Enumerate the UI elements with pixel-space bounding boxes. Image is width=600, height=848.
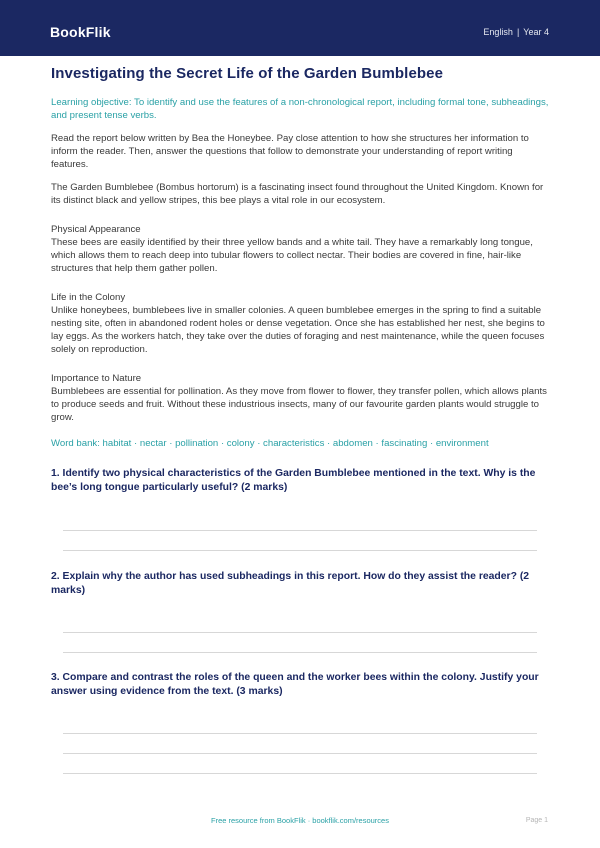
answer-line[interactable]: [63, 550, 537, 551]
header-separator: |: [516, 27, 520, 37]
subject-label: English: [483, 27, 513, 37]
answer-line[interactable]: [63, 773, 537, 774]
answer-line[interactable]: [63, 652, 537, 653]
answer-line[interactable]: [63, 632, 537, 633]
page-title: Investigating the Secret Life of the Garden Bumblebee: [51, 65, 444, 82]
question-3: 3. Compare and contrast the roles of the queen and the worker bees within the colony. Justify your answer using evidence from the text. (3 marks): [51, 672, 539, 697]
report-intro-paragraph: The Garden Bumblebee (Bombus hortorum) is a fascinating insect found throughout the United Kingdom. Known for its distinct black and yellow stripes, this bee plays a vital role in our ecosystem.: [51, 182, 544, 206]
learning-objective: Learning objective: To identify and use the features of a non-chronological report, including formal tone, subheadings, and present tense verbs.: [51, 97, 549, 121]
header-meta: [483, 27, 549, 37]
section-heading-nature: Importance to Nature: [51, 373, 142, 384]
answer-line[interactable]: [63, 733, 537, 734]
section-text-nature: Bumblebees are essential for pollination. As they move from flower to flower, they transfer pollen, which allows plants to produce seeds and fruit. Without these industrious insects, many of our favourite garden plants would struggle to grow.: [51, 386, 547, 423]
brand-logo[interactable]: BookFlik: [50, 24, 111, 40]
intro-paragraph: Read the report below written by Bea the Honeybee. Pay close attention to how she structures her information to inform the reader. Then, answer the questions that follow to demonstrate your understanding of report writing features.: [51, 133, 529, 170]
section-heading-colony: Life in the Colony: [51, 292, 126, 303]
footer-link[interactable]: Free resource from BookFlik · bookflik.com/resources: [211, 816, 389, 825]
answer-line[interactable]: [63, 530, 537, 531]
answer-line[interactable]: [63, 753, 537, 754]
page-number: Page 1: [525, 817, 548, 824]
header-bar: [0, 0, 600, 56]
section-heading-appearance: Physical Appearance: [51, 224, 141, 235]
question-2: 2. Explain why the author has used subheadings in this report. How do they assist the reader? (2 marks): [51, 571, 530, 596]
year-label: Year 4: [523, 27, 549, 37]
word-bank: Word bank: habitat · nectar · pollination · colony · characteristics · abdomen · fascinating · environment: [51, 438, 489, 449]
worksheet-content: [51, 64, 551, 450]
section-text-appearance: These bees are easily identified by their three yellow bands and a white tail. They have a remarkably long tongue, which allows them to reach deep into tubular flowers to collect nectar. Their bodies are covered in fine, hair-like structures that help them gather pollen.: [51, 237, 533, 274]
question-1: 1. Identify two physical characteristics of the Garden Bumblebee mentioned in the text. Why is the bee’s long tongue particularly useful? (2 marks): [51, 468, 536, 493]
section-text-colony: Unlike honeybees, bumblebees live in smaller colonies. A queen bumblebee emerges in the spring to find a suitable nesting site, often in abandoned rodent holes or dense vegetation. Once she has established her nest, she begins to lay eggs. As the workers hatch, they take over the duties of foraging and nest maintenance, while the queen focuses solely on reproduction.: [51, 305, 545, 355]
